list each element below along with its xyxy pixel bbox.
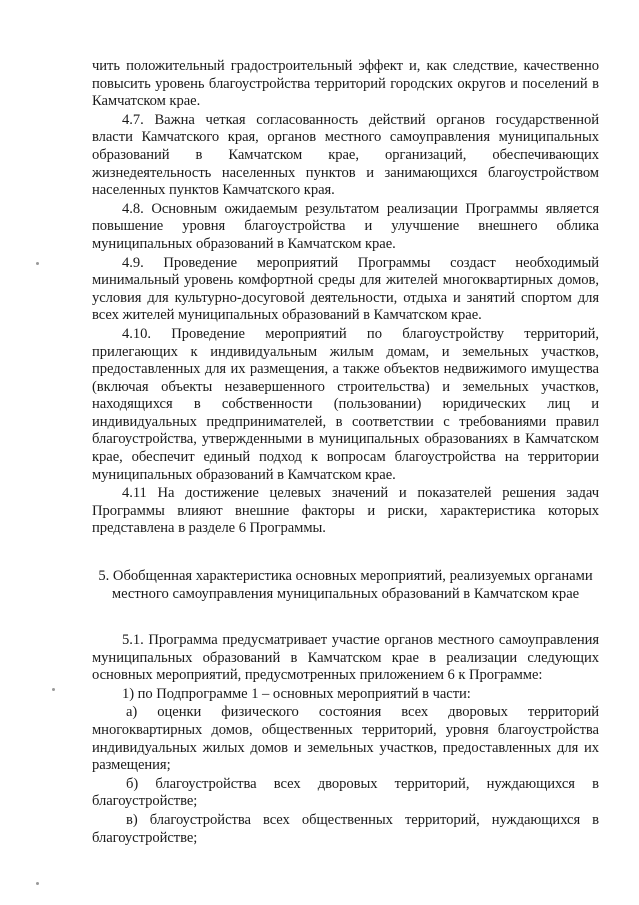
paragraph-5-1: 5.1. Программа предусматривает участие органов местного самоуправления муниципальных образований в Камчатском крае в реализации следующих основных мероприятий, предусмотренных приложением 6 к Программе: [92, 632, 599, 684]
scan-speck [36, 882, 39, 885]
paragraph-4-7: 4.7. Важна четкая согласованность действий органов государственной власти Камчатского края, органов местного самоуправления муниципальных образований в Камчатском крае, организаций, обеспечивающих жизнедеятельность населенных пунктов и занимающихся благоустройством населенных пунктов Камчатского края. [92, 111, 599, 199]
paragraph-4-10: 4.10. Проведение мероприятий по благоустройству территорий, прилегающих к индивидуальным жилым домам, и земельных участков, предоставленных для их размещения, а также объектов недвижимого имущества (включая объекты незавершенного строительства) и земельных участков, находящихся в собственности (пользовании) юридических лиц и индивидуальных предпринимателей, в соответствии с требованиями правил благоустройства, утвержденными в муниципальных образованиях в Камчатском крае, обеспечит единый подход к вопросам благоустройства на территории муниципальных образований в Камчатском крае. [92, 325, 599, 483]
paragraph-4-9: 4.9. Проведение мероприятий Программы создаст необходимый минимальный уровень комфортной среды для жителей многоквартирных домов, условия для культурно-досуговой деятельности, отдыха и занятий спортом для всех жителей муниципальных образований в Камчатском крае. [92, 254, 599, 324]
list-item-1: 1) по Подпрограмме 1 – основных мероприятий в части: [122, 685, 471, 702]
list-item-a: а) оценки физического состояния всех дворовых территорий многоквартирных домов, общественных территорий, уровня благоустройства индивидуальных жилых домов и земельных участков, предоставленных для их размещения; [92, 704, 599, 774]
list-item-c: в) благоустройства всех общественных территорий, нуждающихся в благоустройстве; [92, 811, 599, 846]
scan-speck [36, 262, 39, 265]
paragraph-4-11: 4.11 На достижение целевых значений и показателей решения задач Программы влияют внешние факторы и риски, характеристика которых представлена в разделе 6 Программы. [92, 485, 599, 537]
scan-speck [52, 688, 55, 691]
paragraph-continuation: чить положительный градостроительный эффект и, как следствие, качественно повысить уровень благоустройства территорий городских округов и поселений в Камчатском крае. [92, 58, 599, 110]
paragraph-4-8: 4.8. Основным ожидаемым результатом реализации Программы является повышение уровня благоустройства и улучшение внешнего облика муниципальных образований в Камчатском крае. [92, 200, 599, 252]
section-5-heading: 5. Обобщенная характеристика основных мероприятий, реализуемых органами местного самоуправления муниципальных образований в Камчатском крае [98, 568, 593, 603]
list-item-b: б) благоустройства всех дворовых территорий, нуждающихся в благоустройстве; [92, 775, 599, 810]
